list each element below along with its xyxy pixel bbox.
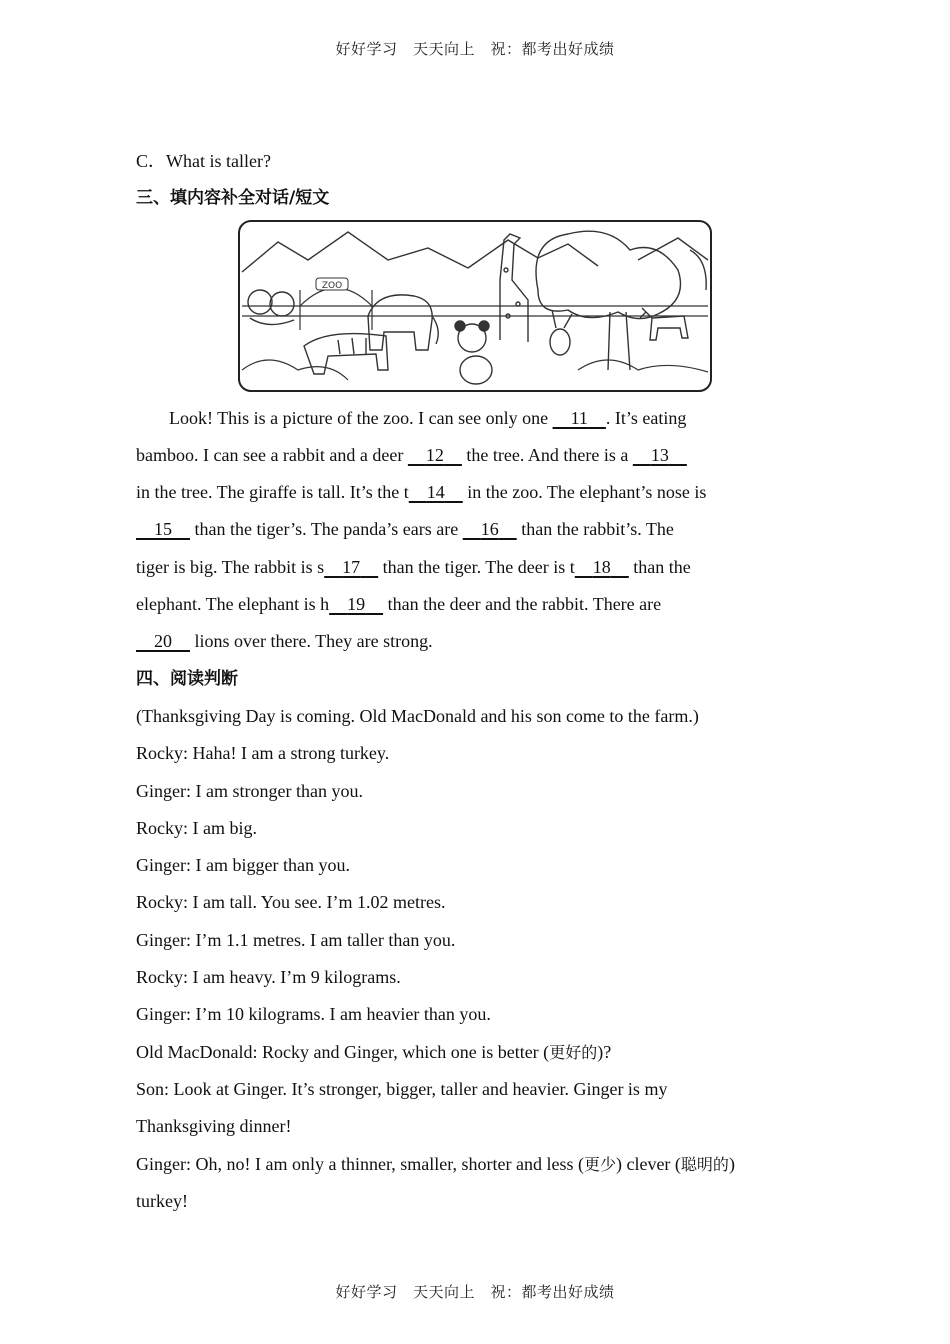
section-4-heading: 四、阅读判断 (136, 668, 238, 689)
zoo-sign-text: ZOO (321, 280, 343, 291)
passage-line-2: bamboo. I can see a rabbit and a deer 12 the tree. And there is a 13 (136, 437, 808, 474)
blank-20[interactable]: 20 (154, 631, 172, 652)
dialogue-line: Rocky: I am tall. You see. I’m 1.02 metres. (136, 892, 446, 913)
blank-16[interactable]: 16 (480, 519, 499, 540)
passage-line-4: 15 than the tiger’s. The panda’s ears are 16 than the rabbit’s. The (136, 511, 808, 548)
worksheet-content (136, 143, 808, 1220)
dialogue-line: Rocky: I am heavy. I’m 9 kilograms. (136, 967, 401, 988)
dialogue-line: Ginger: I am stronger than you. (136, 780, 363, 801)
blank-11[interactable]: 11 (570, 407, 588, 428)
passage-line-5: tiger is big. The rabbit is s 17 than the tiger. The deer is t 18 than the (136, 556, 691, 577)
passage-line-1: Look! This is a picture of the zoo. I can see only one 11 . It’s eating (169, 407, 687, 428)
blank-15[interactable]: 15 (154, 519, 172, 540)
blank-18[interactable]: 18 (592, 556, 611, 577)
passage-line-6: elephant. The elephant is h 19 than the deer and the rabbit. There are (136, 594, 662, 615)
zoo-illustration (238, 220, 712, 392)
blank-19[interactable]: 19 (347, 594, 366, 615)
dialogue-line-macdonald: Old MacDonald: Rocky and Ginger, which one is better (更好的)? (136, 1041, 612, 1062)
dialogue-line-son: Son: Look at Ginger. It’s stronger, bigger, taller and heavier. Ginger is my (136, 1078, 668, 1099)
dialogue-intro: (Thanksgiving Day is coming. Old MacDonald and his son come to the farm.) (136, 705, 699, 726)
page-footer: 好好学习 天天向上 祝：都考出好成绩 (335, 1283, 615, 1301)
dialogue-line: Ginger: I’m 10 kilograms. I am heavier than you. (136, 1004, 491, 1025)
dialogue-line-ginger: Ginger: Oh, no! I am only a thinner, smaller, shorter and less (更少) clever (聪明的) (136, 1153, 735, 1174)
dialogue-line-ginger-cont: turkey! (136, 1190, 188, 1211)
dialogue-line-son-cont: Thanksgiving dinner! (136, 1116, 292, 1137)
dialogue-line: Rocky: Haha! I am a strong turkey. (136, 743, 390, 764)
blank-13[interactable]: 13 (650, 444, 669, 465)
section-3-heading: 三、填内容补全对话/短文 (136, 188, 330, 209)
dialogue-line: Rocky: I am big. (136, 817, 257, 838)
dialogue-line: Ginger: I am bigger than you. (136, 855, 350, 876)
option-c: C．What is taller? (136, 151, 271, 171)
passage-line-3: in the tree. The giraffe is tall. It’s the t 14 in the zoo. The elephant’s nose is (136, 482, 707, 503)
blank-17[interactable]: 17 (342, 556, 361, 577)
blank-14[interactable]: 14 (426, 482, 445, 503)
page-header: 好好学习 天天向上 祝：都考出好成绩 (335, 40, 615, 58)
blank-12[interactable]: 12 (425, 444, 444, 465)
dialogue-line: Ginger: I’m 1.1 metres. I am taller than you. (136, 929, 456, 950)
passage-line-7: 20 lions over there. They are strong. (136, 623, 808, 660)
